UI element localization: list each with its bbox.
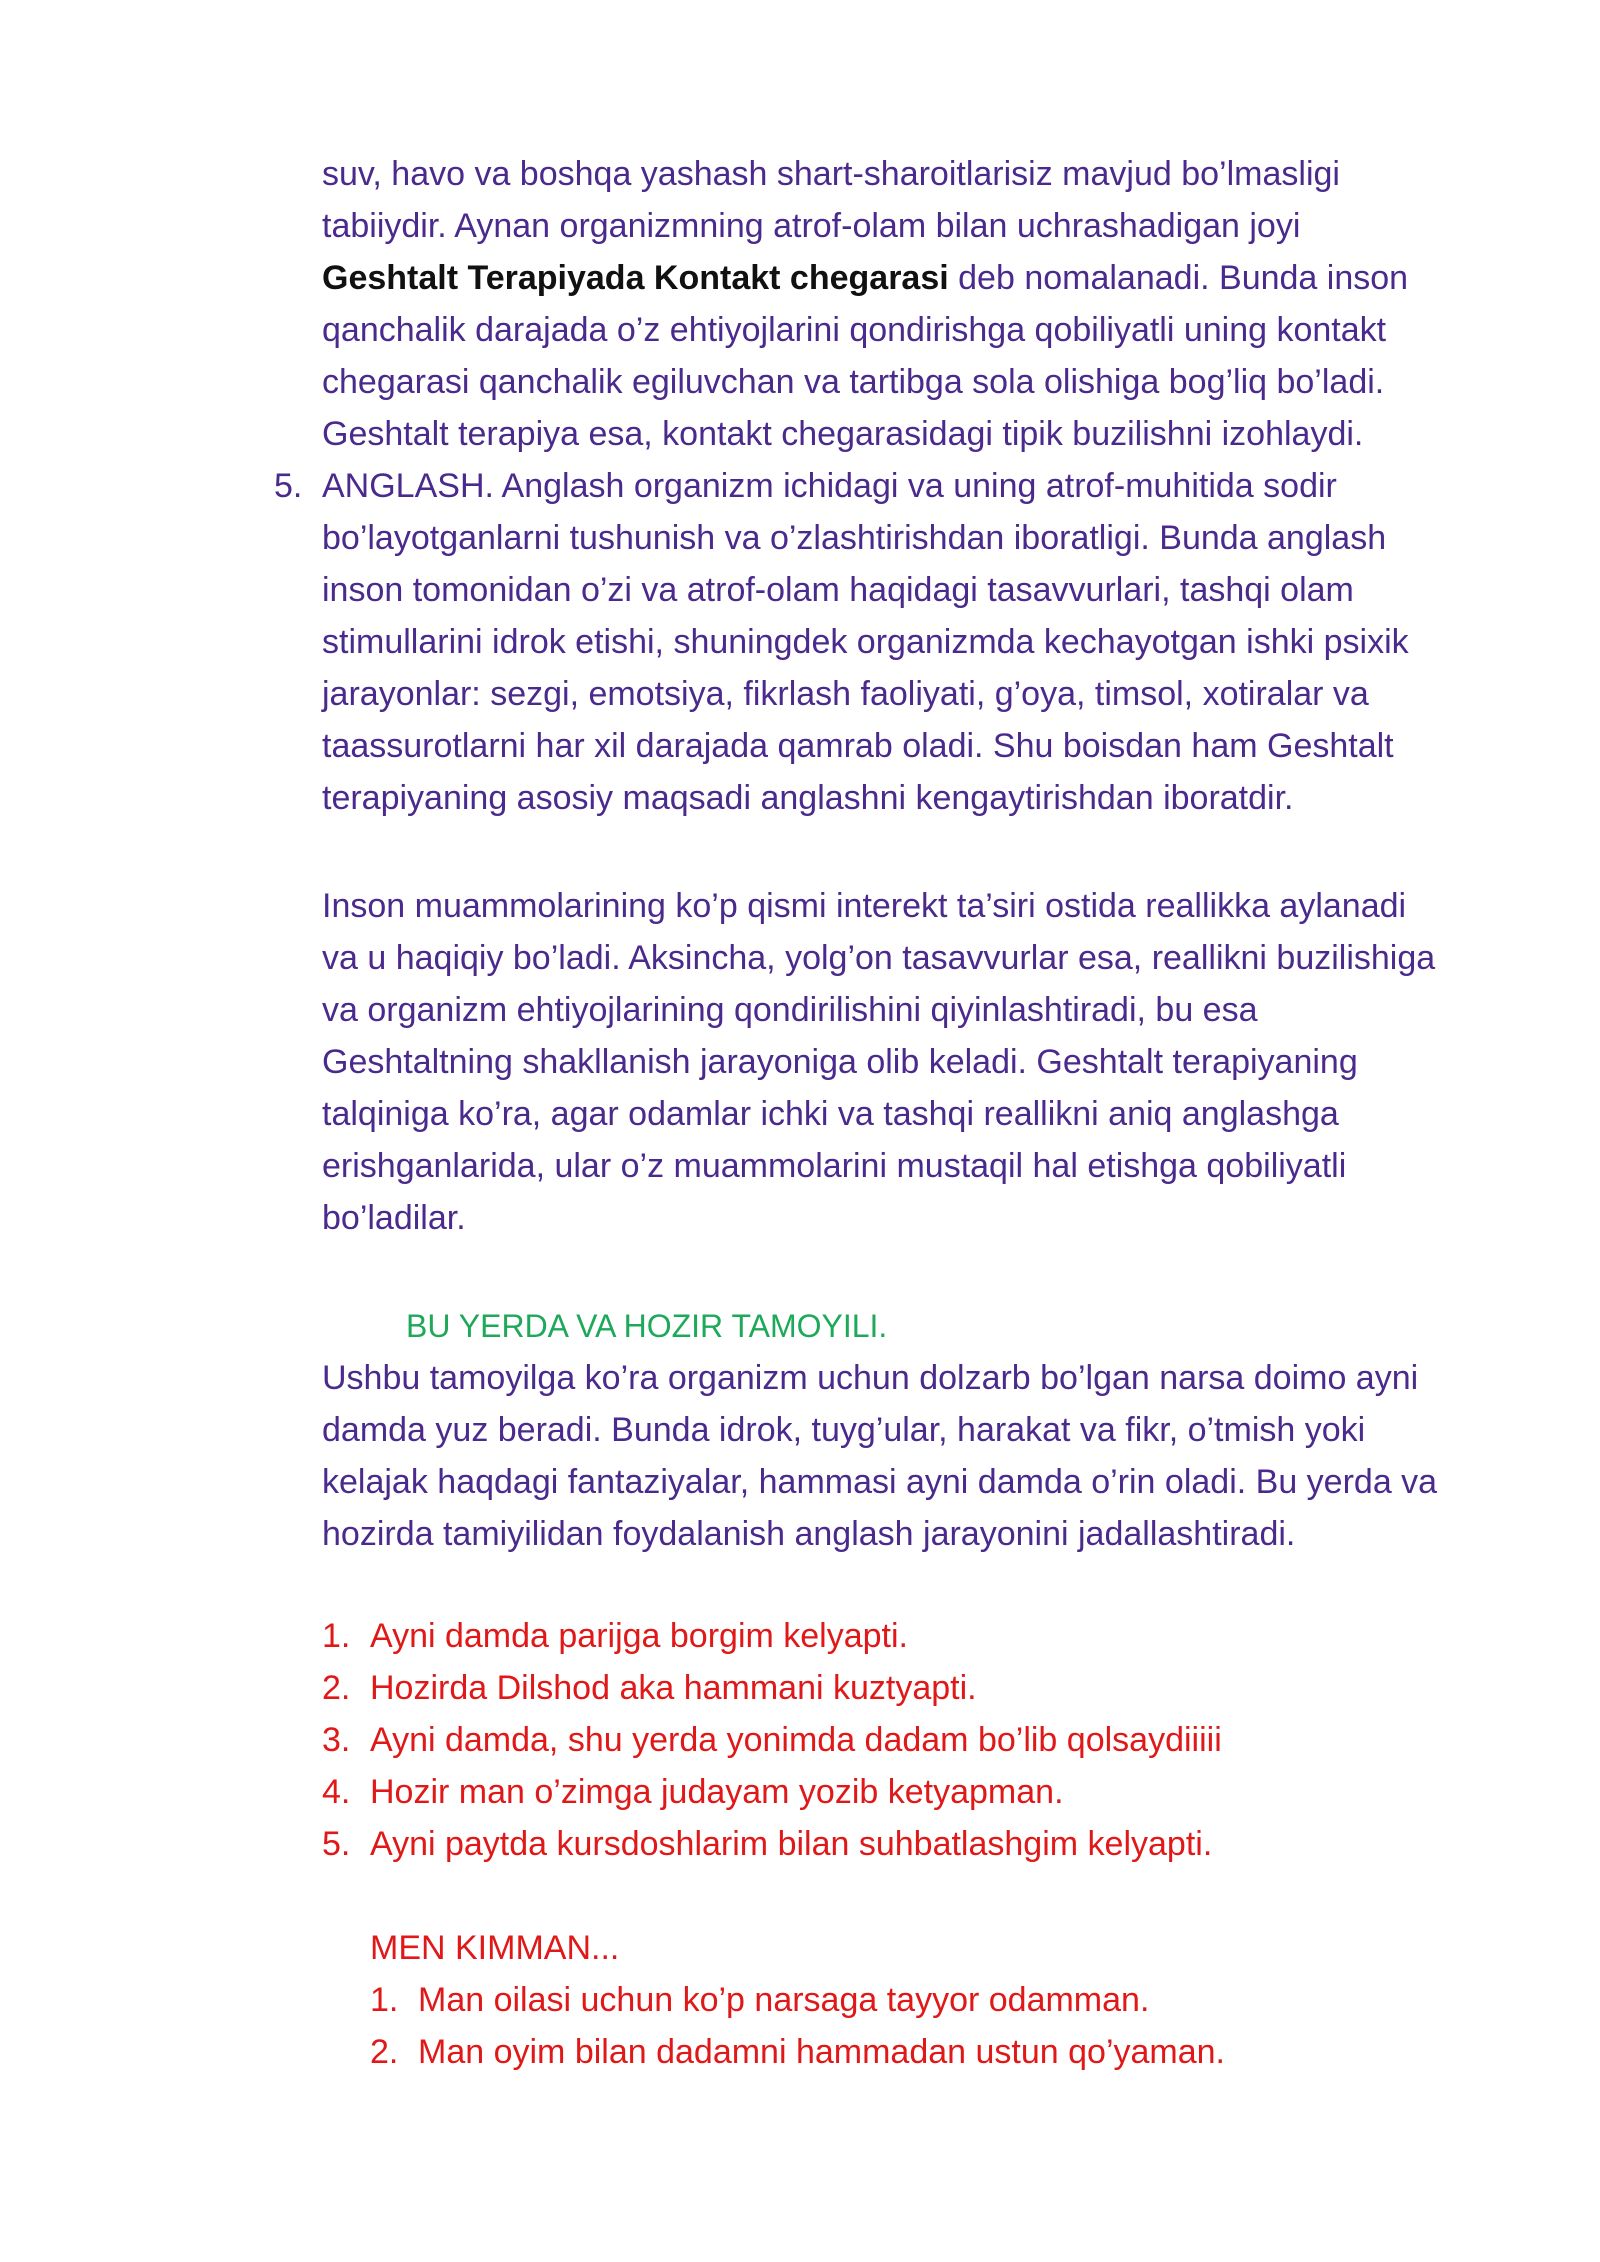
para-top-line-4: qanchalik darajada o’z ehtiyojlarini qondirishga qobiliyatli uning kontakt [322, 311, 1387, 349]
item-5-line-6: taassurotlarni har xil darajada qamrab oladi. Shu boisdan ham Geshtalt [322, 727, 1394, 765]
who-heading: MEN KIMMAN... [370, 1929, 620, 1967]
example-number: 4. [322, 1773, 351, 1811]
item-5-line-5: jarayonlar: sezgi, emotsiya, fikrlash faoliyati, g’oya, timsol, xotiralar va [322, 675, 1369, 713]
para-middle-line-6: erishganlarida, ular o’z muammolarini mustaqil hal etishga qobiliyatli [322, 1147, 1347, 1185]
para-middle-line-5: talqiniga ko’ra, agar odamlar ichki va tashqi reallikni aniq anglashga [322, 1095, 1339, 1133]
section-heading: BU YERDA VA HOZIR TAMOYILI. [406, 1308, 888, 1344]
para-top-line-3-rest: deb nomalanadi. Bunda inson [948, 259, 1409, 297]
example-number: 1. [322, 1617, 351, 1655]
contact-boundary-term: Geshtalt Terapiyada Kontakt chegarasi [322, 259, 949, 297]
item-5-line-3: inson tomonidan o’zi va atrof-olam haqidagi tasavvurlari, tashqi olam [322, 571, 1354, 609]
para-principle-line-2: damda yuz beradi. Bunda idrok, tuyg’ular, harakat va fikr, o’tmish yoki [322, 1411, 1366, 1449]
example-item: Hozirda Dilshod aka hammani kuztyapti. [370, 1669, 977, 1707]
item-5-line-4: stimullarini idrok etishi, shuningdek organizmda kechayotgan ishki psixik [322, 623, 1409, 661]
para-top-line-5: chegarasi qanchalik egiluvchan va tartibga sola olishiga bog’liq bo’ladi. [322, 363, 1385, 401]
item-5-number: 5. [274, 467, 303, 505]
item-5-line-7: terapiyaning asosiy maqsadi anglashni kengaytirishdan iboratdir. [322, 779, 1294, 817]
example-item: Ayni paytda kursdoshlarim bilan suhbatlashgim kelyapti. [370, 1825, 1213, 1863]
example-number: 3. [322, 1721, 351, 1759]
example-item: Ayni damda parijga borgim kelyapti. [370, 1617, 908, 1655]
who-number: 1. [370, 1981, 399, 2019]
example-item: Ayni damda, shu yerda yonimda dadam bo’lib qolsaydiiiii [370, 1721, 1222, 1759]
example-number: 2. [322, 1669, 351, 1707]
para-principle-line-3: kelajak haqdagi fantaziyalar, hammasi ayni damda o’rin oladi. Bu yerda va [322, 1463, 1438, 1501]
who-item: Man oilasi uchun ko’p narsaga tayyor odamman. [418, 1981, 1150, 2019]
item-5-line-2: bo’layotganlarni tushunish va o’zlashtirishdan iboratligi. Bunda anglash [322, 519, 1387, 557]
who-number: 2. [370, 2033, 399, 2071]
example-item: Hozir man o’zimga judayam yozib ketyapman. [370, 1773, 1064, 1811]
para-principle-line-1: Ushbu tamoyilga ko’ra organizm uchun dolzarb bo’lgan narsa doimo ayni [322, 1359, 1419, 1397]
para-top-line-3 [322, 252, 1408, 304]
para-principle-line-4: hozirda tamiyilidan foydalanish anglash jarayonini jadallashtiradi. [322, 1515, 1296, 1553]
example-number: 5. [322, 1825, 351, 1863]
para-middle-line-4: Geshtaltning shakllanish jarayoniga olib keladi. Geshtalt terapiyaning [322, 1043, 1358, 1081]
para-top-line-1: suv, havo va boshqa yashash shart-sharoitlarisiz mavjud bo’lmasligi [322, 155, 1340, 193]
para-middle-line-1: Inson muammolarining ko’p qismi interekt ta’siri ostida reallikka aylanadi [322, 887, 1407, 925]
para-top-line-2: tabiiydir. Aynan organizmning atrof-olam bilan uchrashadigan joyi [322, 207, 1301, 245]
para-middle-line-2: va u haqiqiy bo’ladi. Aksincha, yolg’on tasavvurlar esa, reallikni buzilishiga [322, 939, 1436, 977]
para-middle-line-7: bo’ladilar. [322, 1199, 466, 1237]
para-top-line-6: Geshtalt terapiya esa, kontakt chegarasidagi tipik buzilishni izohlaydi. [322, 415, 1364, 453]
para-middle-line-3: va organizm ehtiyojlarining qondirilishini qiyinlashtiradi, bu esa [322, 991, 1258, 1029]
who-item: Man oyim bilan dadamni hammadan ustun qo’yaman. [418, 2033, 1226, 2071]
item-5-line-1: ANGLASH. Anglash organizm ichidagi va uning atrof-muhitida sodir [322, 467, 1337, 505]
